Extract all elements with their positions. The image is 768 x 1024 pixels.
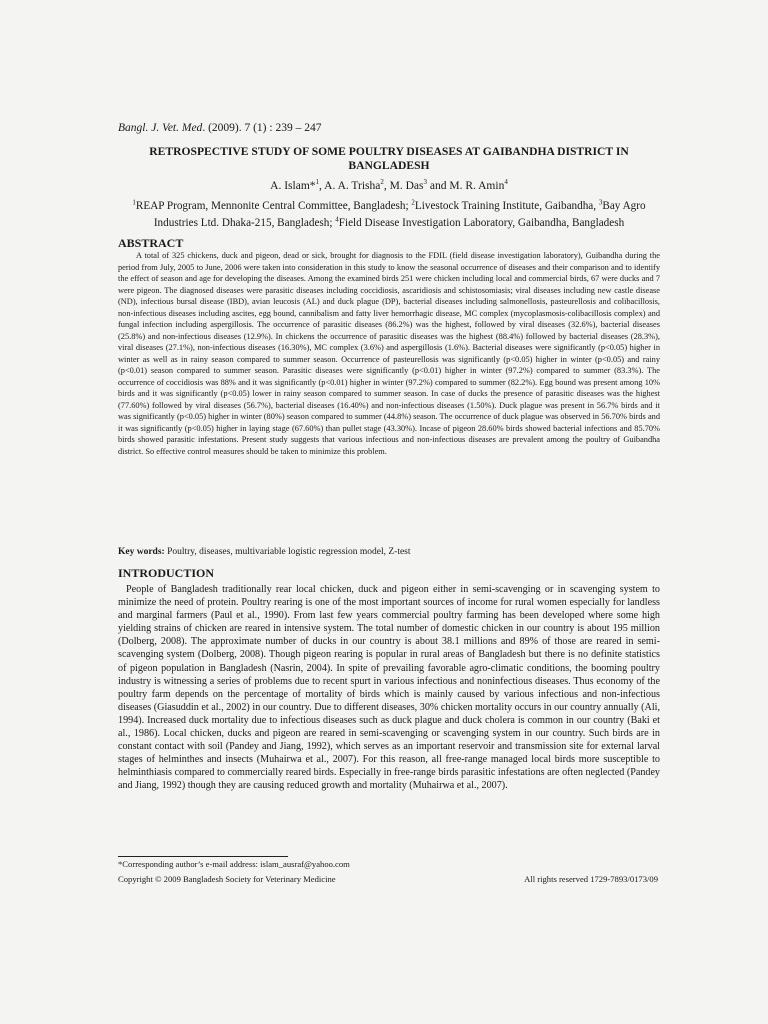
affil-1-sup: 1 [132,198,136,207]
affil-2: Livestock Training Institute, Gaibandha, [414,200,599,212]
citation-details: . (2009). 7 (1) : 239 – 247 [202,122,322,134]
affil-3-sup: 3 [598,198,603,207]
author-1: A. Islam* [270,180,316,192]
author-2-sup: 2 [380,178,384,187]
rights-reserved: All rights reserved 1729-7893/0173/09 [524,874,658,884]
affil-2-sup: 2 [411,198,415,207]
affiliations [118,198,660,232]
copyright-text: Copyright © 2009 Bangladesh Society for Veterinary Medicine [118,874,336,884]
journal-name: Bangl. J. Vet. Med [118,122,203,134]
author-3-sup: 3 [423,178,428,187]
author-1-sup: 1 [315,178,320,187]
author-4-sup: 4 [504,178,508,187]
keywords-text: Poultry, diseases, multivariable logistic regression model, Z-test [164,547,411,557]
introduction-text: People of Bangladesh traditionally rear local chicken, duck and pigeon either in semi-scavenging or in scavenging system to minimize the need of protein. Poultry rearing is one of the most important sources of income for rural women especially for landless and marginal farmers (Paul et al., 1990). From last few years commercial poultry farming has been developed where some high yielding strains of chicken are reared in intensive system. The total number of domestic chicken in our country is about 195 million (Dolberg, 2008). The approximate number of ducks in our country is about 38.1 millions and 89% of those are reared in semi-scavenging system (Dolberg, 2008). Though pigeon rearing is popular in rural areas of Bangladesh but there is no definite statistics of pigeon population in Bangladesh (Nasrin, 2004). In spite of prevailing favorable agro-climatic conditions, the booming poultry industry is witnessing a series of problems due to recent spurt in various infectious and noninfectious diseases. Thus economy of the poultry farm depends on the percentage of mortality of birds which is mainly caused by various infectious and non-infectious diseases (Giasuddin et al., 2002) in our country. Due to different diseases, 30% chicken mortality occurs in our country annually (Ali, 1994). Increased duck mortality due to infectious diseases such as duck plague and duck cholera is common in our country (Baki et al., 1986). Local chicken, ducks and pigeon are reared in semi-scavenging or scavenging system in our country. Such birds are in constant contact with soil (Pandey and Jiang, 1992), which serves as an important reservoir and transmission site for external larval stages of helminthes and insects (Muhairwa et al., 2007). For this reason, all free-range managed local birds more susceptible to helminthiasis compared to commercially reared birds. Especially in free-range birds parasitic infestations are often neglected (Pandey and Jiang, 1992) though they are causing reduced growth and mortality (Muhairwa et al., 2007). [118,584,660,792]
corresponding-author-email: *Corresponding author’s e-mail address: islam_ausraf@yahoo.com [118,859,350,869]
copyright-line [118,874,660,884]
introduction-heading: INTRODUCTION [118,566,215,580]
keywords-label: Key words: [118,547,165,557]
keywords [118,547,660,557]
affil-3: Bay Agro Industries Ltd. Dhaka-215, Bangladesh; [153,200,646,229]
author-3: , M. Das [383,180,424,192]
paper-title: RETROSPECTIVE STUDY OF SOME POULTRY DISEASES AT GAIBANDHA DISTRICT IN BANGLADESH [149,145,629,172]
author-list [118,180,660,192]
affil-1: REAP Program, Mennonite Central Committee, Bangladesh; [135,200,412,212]
journal-citation [118,122,660,134]
abstract-heading: ABSTRACT [118,236,184,250]
affil-4: Field Disease Investigation Laboratory, Gaibandha, Bangladesh [338,217,625,229]
footnote-rule [118,856,288,857]
abstract-text: A total of 325 chickens, duck and pigeon, dead or sick, brought for diagnosis to the FDIL (field disease investigation laboratory), Guibandha during the period from July, 2005 to June, 2006 were taken into consideration in this study to know the seasonal occurrence of diseases and their comparison and to identify the effect of season and age for developing the diseases. Among the examined birds 251 were chicken including local and commercial birds, 67 were ducks and 7 were pigeon. The diagnosed diseases were parasitic diseases including coccidiosis, ascaridiosis and schistosomiasis; viral diseases including new castle disease (ND), infectious bursal disease (IBD), avian leucosis (AL) and duck plague (DP), bacterial diseases including salmonellosis, pasteurellosis and colibacillosis, non-infectious diseases including ascites, egg bound, cannibalism and fatty liver hemorrhagic disease, MC complex (mycoplasmosis-colibacillosis complex) and fungal infection including aspergillosis. The occurrence of parasitic diseases (86.2%) was the highest, followed by viral diseases (32.6%), bacterial diseases (25.8%) and non-infectious diseases (12.9%). In chickens the occurrence of parasitic diseases was the highest (88.4%) followed by bacterial diseases (28.3%), viral diseases (27.1%), non-infectious diseases (16.30%), MC complex (3.6%) and aspergillosis (1.6%). Bacterial diseases were significantly (p<0.05) higher in winter as well as in rainy season compared to summer season. Occurrence of pasteurellosis was significantly (p<0.05) higher in winter (p<0.05) and rainy (p<0.01) season compared to summer season. Parasitic diseases were significantly (p<0.01) higher in winter (97.2%) compared to summer (83.3%). The occurrence of coccidiosis was 88% and it was significantly (p<0.01) higher in winter (97.2%) compared to summer (82.2%). Egg bound was present among 10% birds and it was significantly (p<0.05) lower in rainy season compared to summer season. In case of ducks the presence of parasitic diseases was the highest (77.60%) followed by viral diseases (56.7%), bacterial diseases (16.40%) and non-infectious diseases (1.50%). Duck plague was present in 56.7% birds and it was significantly (p<0.05) higher in winter (80%) season compared to summer (44.8%) season. The occurrence of duck plague was observed in 56.70% birds and it was significantly (p<0.05) higher in laying stage (67.60%) than pullet stage (43.30%). Incase of pigeon 28.60% birds showed bacterial infections and 85.70% birds showed parasitic infestations. Present study suggests that various infectious and non-infectious diseases are prevalent among the poultry of Guibandha district. So effective control measures should be taken to minimize this problem. [118,251,660,456]
author-2: , A. A. Trisha [319,180,381,192]
affil-4-sup: 4 [335,215,339,224]
author-4: and M. R. Amin [427,180,505,192]
